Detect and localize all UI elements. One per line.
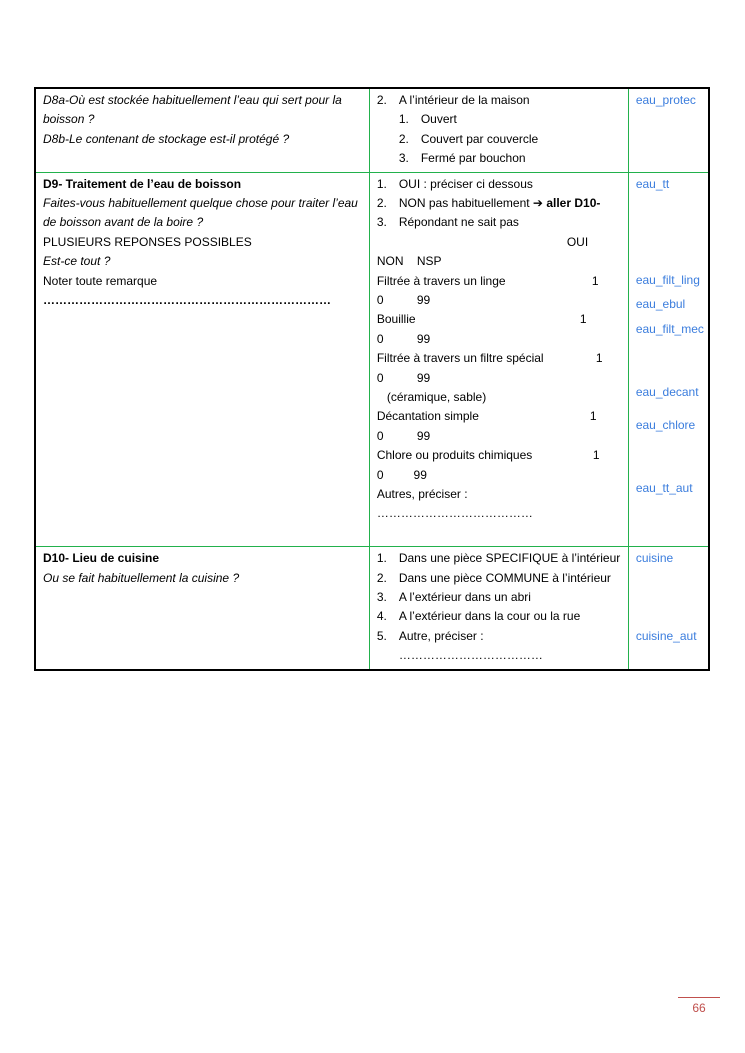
remark-instruction: Noter toute remarque bbox=[43, 273, 158, 288]
question-cell-d9 bbox=[35, 172, 369, 547]
non-nsp-header: NON NSP bbox=[376, 254, 442, 269]
treatment-codes: 0 99 bbox=[376, 467, 427, 482]
table-row-d10 bbox=[35, 547, 709, 670]
table-row-d9 bbox=[35, 172, 709, 547]
question-text-d9: Faites-vous habituellement quelque chose pour traiter l’eau de boisson avant de la boire ? bbox=[43, 196, 362, 230]
treatment-row: Décantation simple 1 bbox=[376, 409, 597, 424]
remark-dotted-line: ……………………………………………………………… bbox=[43, 293, 331, 308]
est-ce-tout-prompt: Est-ce tout ? bbox=[43, 254, 111, 269]
treatment-row: Bouillie 1 bbox=[376, 312, 587, 327]
arrow-right-icon: ➔ bbox=[532, 196, 543, 211]
question-title-d9: D9- Traitement de l’eau de boisson bbox=[43, 176, 242, 191]
answer-option: 2. Dans une pièce COMMUNE à l’intérieur bbox=[376, 570, 611, 585]
variable-name: cuisine_aut bbox=[635, 628, 697, 643]
answer-option: 5. Autre, préciser : ……………………………… bbox=[376, 628, 543, 663]
question-d8a: D8a-Où est stockée habituellement l’eau qui sert pour la boisson ? bbox=[43, 93, 346, 127]
variable-name: eau_tt_aut bbox=[635, 481, 693, 496]
variable-name: eau_filt_ling bbox=[635, 273, 700, 288]
questionnaire-table bbox=[34, 87, 710, 671]
answer-cell-d9 bbox=[369, 172, 628, 547]
treatment-row: Filtrée à travers un filtre spécial 1 bbox=[376, 351, 603, 366]
answer-option: 2. A l’intérieur de la maison bbox=[376, 93, 530, 107]
skip-instruction: aller D10- bbox=[546, 196, 601, 211]
variable-name: eau_protec bbox=[635, 93, 696, 107]
answer-option: 1. Dans une pièce SPECIFIQUE à l’intérieur bbox=[376, 551, 621, 566]
variable-name: eau_filt_mec bbox=[635, 321, 704, 336]
variable-name: cuisine bbox=[635, 551, 674, 566]
other-specify: Autres, préciser : ………………………………… bbox=[376, 487, 533, 521]
answer-option: 3. A l’extérieur dans un abri bbox=[376, 590, 531, 605]
variable-name: eau_ebul bbox=[635, 297, 686, 312]
question-text-d10: Ou se fait habituellement la cuisine ? bbox=[43, 570, 240, 585]
sub-option: 1. Ouvert bbox=[398, 112, 457, 127]
answer-option: 3. Répondant ne sait pas bbox=[376, 215, 519, 230]
question-cell-d8 bbox=[35, 88, 369, 172]
question-cell-d10 bbox=[35, 547, 369, 670]
multiple-answers-note: PLUSIEURS REPONSES POSSIBLES bbox=[43, 234, 252, 249]
treatment-codes: 0 99 bbox=[376, 428, 431, 443]
variable-cell-d9 bbox=[628, 172, 709, 547]
variable-cell-d8 bbox=[628, 88, 709, 172]
answer-option: 1. OUI : préciser ci dessous bbox=[376, 176, 533, 191]
question-d8b: D8b-Le contenant de stockage est-il protégé ? bbox=[43, 131, 290, 146]
treatment-codes: 0 99 bbox=[376, 331, 431, 346]
variable-name: eau_chlore bbox=[635, 417, 696, 432]
variable-cell-d10 bbox=[628, 547, 709, 670]
treatment-row: Filtrée à travers un linge 1 bbox=[376, 273, 599, 288]
page-number: 66 bbox=[678, 997, 720, 1015]
answer-cell-d10 bbox=[369, 547, 628, 670]
ceramic-note: (céramique, sable) bbox=[386, 390, 487, 405]
treatment-row: Chlore ou produits chimiques 1 bbox=[376, 448, 600, 463]
treatment-codes: 0 99 bbox=[376, 293, 431, 308]
variable-name: eau_decant bbox=[635, 385, 699, 400]
question-title-d10: D10- Lieu de cuisine bbox=[43, 551, 160, 566]
table-row-d8 bbox=[35, 88, 709, 172]
sub-option: 3. Fermé par bouchon bbox=[398, 151, 526, 166]
answer-option: 2. NON pas habituellement ➔ aller D10- bbox=[376, 196, 601, 211]
oui-header: OUI bbox=[566, 234, 589, 249]
answer-option: 4. A l’extérieur dans la cour ou la rue bbox=[376, 609, 581, 624]
variable-name: eau_tt bbox=[635, 176, 670, 191]
sub-option: 2. Couvert par couvercle bbox=[398, 131, 539, 146]
treatment-codes: 0 99 bbox=[376, 370, 431, 385]
answer-cell-d8 bbox=[369, 88, 628, 172]
